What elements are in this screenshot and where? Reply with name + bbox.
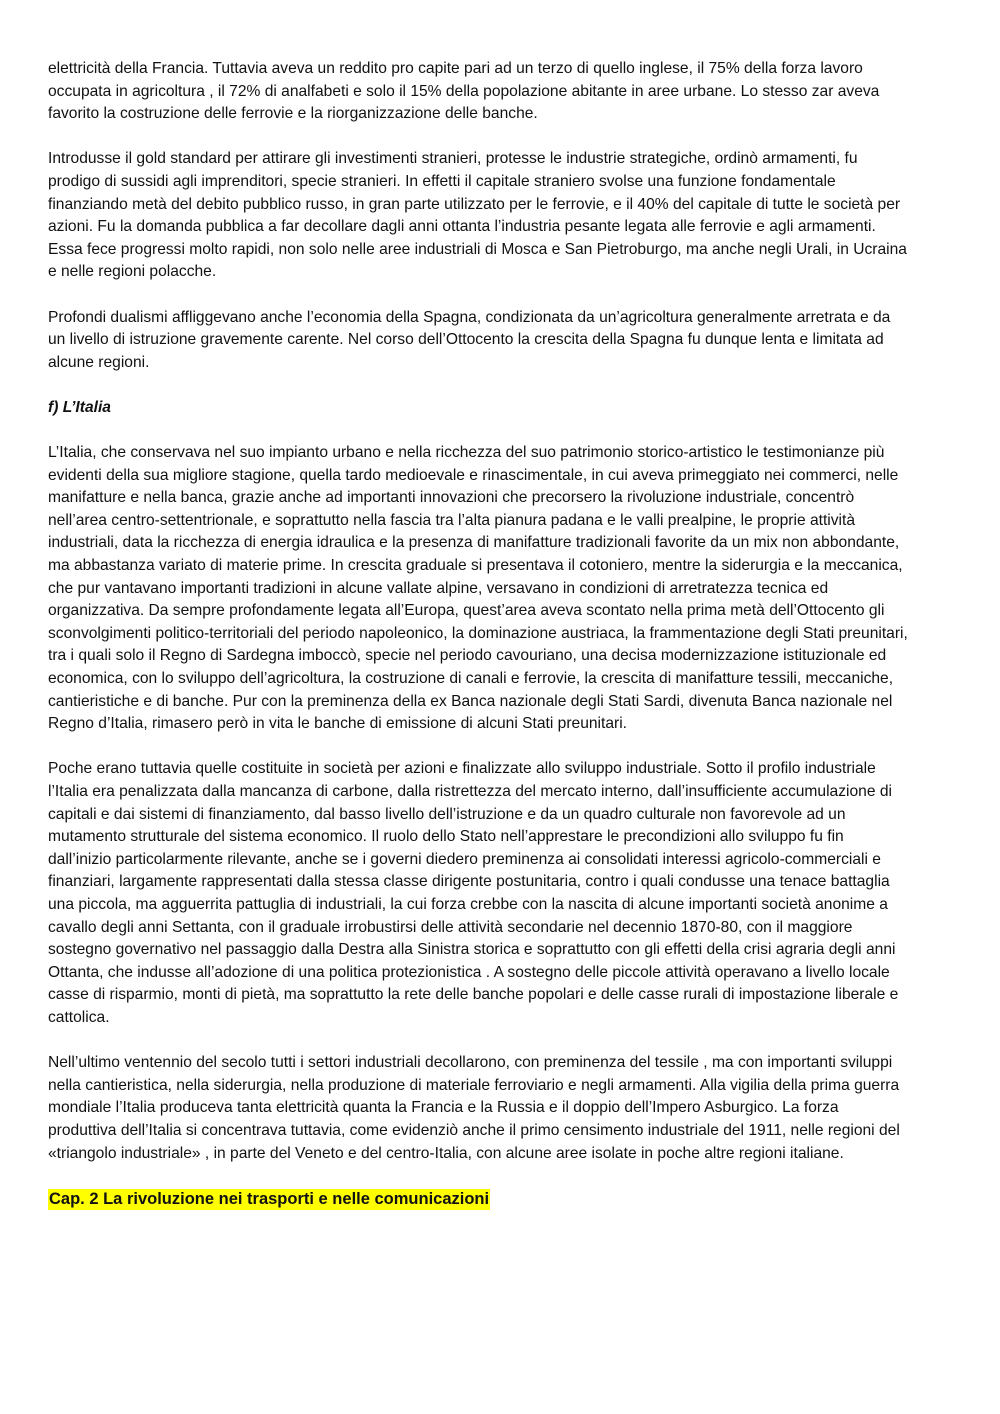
paragraph-russia-economy: elettricità della Francia. Tuttavia aveva un reddito pro capite pari ad un terzo di quello inglese, il 75% della forza lavoro occupata in agricoltura , il 72% di analfabeti e solo il 15% della popolazione abitante in aree urbane. Lo stesso zar aveva favorito la costruzione delle ferrovie e la riorganizzazione delle banche. bbox=[48, 60, 880, 123]
paragraph-spain: Profondi dualismi affliggevano anche l’economia della Spagna, condizionata da un’agricoltura generalmente arretrata e da un livello di istruzione gravemente carente. Nel corso dell’Ottocento la crescita della Spagna fu dunque lenta e limitata ad alcune regioni. bbox=[48, 308, 891, 371]
document-page bbox=[48, 58, 908, 1210]
chapter-heading bbox=[48, 1188, 908, 1211]
paragraph-gold-standard: Introdusse il gold standard per attirare gli investimenti stranieri, protesse le industrie strategiche, ordinò armamenti, fu prodigo di sussidi agli imprenditori, specie stranieri. In effetti il capitale straniero svolse una funzione fondamentale finanziando metà del debito pubblico russo, in gran parte utilizzato per le ferrovie, e il 40% del capitale di tutte le società per azioni. Fu la domanda pubblica a far decollare dagli anni ottanta l’industria pesante legata alle ferrovie e agli armamenti. Essa fece progressi molto rapidi, non solo nelle aree industriali di Mosca e San Pietroburgo, ma anche negli Urali, in Ucraina e nelle regioni polacche. bbox=[48, 150, 907, 281]
paragraph-italia-industry: L’Italia, che conservava nel suo impianto urbano e nella ricchezza del suo patrimonio storico-artistico le testimonianze più evidenti della sua migliore stagione, quella tardo medioevale e rinascimentale, in cui aveva primeggiato nei commerci, nelle manifatture e nella banca, grazie anche ad importanti innovazioni che precorsero la rivoluzione industriale, concentrò nell’area centro-settentrionale, e soprattutto nella fascia tra l’alta pianura padana e le valli prealpine, le proprie attività industriali, data la ricchezza di energia idraulica e la presenza di manifatture tradizionali favorite da un mix non abbondante, ma abbastanza variato di materie prime. In crescita graduale si presentava il cotoniero, mentre la siderurgia e la meccanica, che pur vantavano importanti tradizioni in alcune vallate alpine, versavano in condizioni di arretratezza tecnica ed organizzativa. Da sempre profondamente legata all’Europa, quest’area aveva scontato nella prima metà dell’Ottocento gli sconvolgimenti politico-territoriali del periodo napoleonico, la dominazione austriaca, la frammentazione degli Stati preunitari, tra i quali solo il Regno di Sardegna imboccò, specie nel periodo cavouriano, una decisa modernizzazione istituzionale ed economica, con lo sviluppo dell’agricoltura, la costruzione di canali e ferrovie, la crescita di manifatture tessili, meccaniche, cantieristiche e di banche. Pur con la preminenza della ex Banca nazionale degli Stati Sardi, divenuta Banca nazionale nel Regno d’Italia, rimasero però in vita le banche di emissione di alcuni Stati preunitari. bbox=[48, 444, 908, 733]
paragraph-italia-banks: Poche erano tuttavia quelle costituite in società per azioni e finalizzate allo sviluppo industriale. Sotto il profilo industriale l’Italia era penalizzata dalla mancanza di carbone, dalla ristrettezza del mercato interno, dall’insufficiente accumulazione di capitali e dai sistemi di finanziamento, dal basso livello dell’istruzione e da un quadro culturale non favorevole ad un mutamento strutturale del sistema economico. Il ruolo dello Stato nell’apprestare le precondizioni allo sviluppo fu fin dall’inizio particolarmente rilevante, anche se i governi diedero preminenza ai consolidati interessi agricolo-commerciali e finanziari, largamente rappresentati dalla stessa classe dirigente postunitaria, contro i quali condusse una tenace battaglia una piccola, ma agguerrita pattuglia di industriali, la cui forza crebbe con la nascita di alcune importanti società anonime a cavallo degli anni Settanta, con il graduale irrobustirsi delle attività secondarie nel decennio 1870-80, con il maggiore sostegno governativo nel passaggio dalla Destra alla Sinistra storica e soprattutto con gli effetti della crisi agraria degli anni Ottanta, che indusse all’adozione di una politica protezionistica . A sostegno delle piccole attività operavano a livello locale casse di risparmio, monti di pietà, ma soprattutto la rete delle banche popolari e delle casse rurali di impostazione liberale e cattolica. bbox=[48, 760, 899, 1026]
paragraph-italia-takeoff: Nell’ultimo ventennio del secolo tutti i settori industriali decollarono, con preminenza del tessile , ma con importanti sviluppi nella cantieristica, nella siderurgia, nella produzione di materiale ferroviario e negli armamenti. Alla vigilia della prima guerra mondiale l’Italia produceva tanta elettricità quanta la Francia e la Russia e il doppio dell’Impero Asburgico. La forza produttiva dell’Italia si concentrava tuttavia, come evidenziò anche il primo censimento industriale del 1911, nelle regioni del «triangolo industriale» , in parte del Veneto e del centro-Italia, con alcune aree isolate in poche altre regioni italiane. bbox=[48, 1054, 900, 1162]
chapter-heading-highlight: Cap. 2 La rivoluzione nei trasporti e nelle comunicazioni bbox=[49, 1189, 490, 1208]
section-heading-italia: f) L’Italia bbox=[48, 398, 111, 416]
